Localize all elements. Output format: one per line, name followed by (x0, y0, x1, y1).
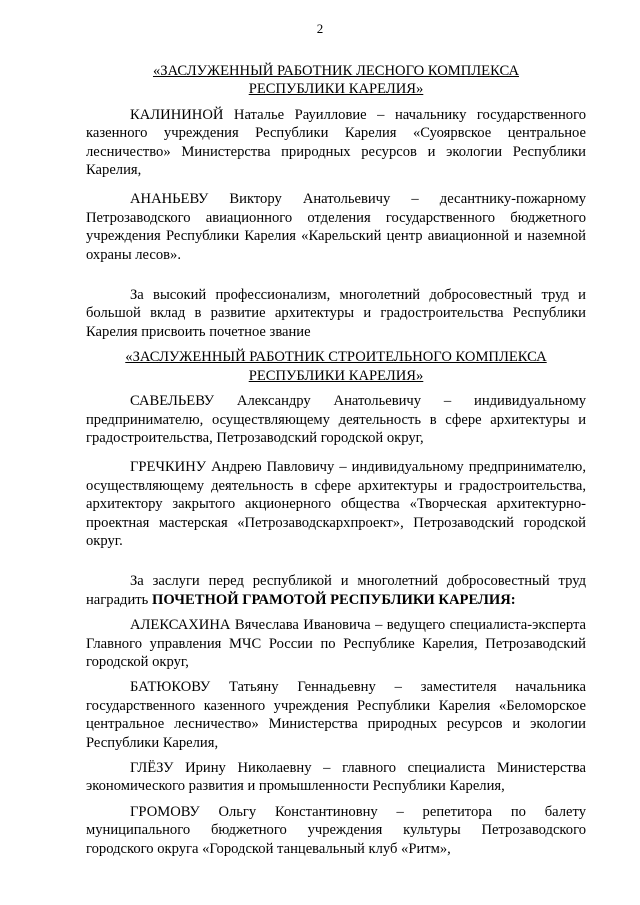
award-entry: ГЛЁЗУ Ирину Николаевну – главного специалиста Министерства экономического развития и промышленности Республики Карелия, (86, 760, 586, 795)
award-entry: ГРОМОВУ Ольгу Константиновну – репетитора по балету муниципального бюджетного учреждения культуры Петрозаводского городского округа «Городской танцевальный клуб «Ритм», (86, 803, 586, 857)
award-entry: БАТЮКОВУ Татьяну Геннадьевну – заместителя начальника государственного казенного учреждения Республики Карелия «Беломорское центральное лесничество» Министерства природных ресурсов и экологии Республики Карелия, (86, 679, 586, 751)
section-title-construction-line1: «ЗАСЛУЖЕННЫЙ РАБОТНИК СТРОИТЕЛЬНОГО КОМПЛЕКСА (125, 349, 547, 366)
certificate-title: ПОЧЕТНОЙ ГРАМОТОЙ РЕСПУБЛИКИ КАРЕЛИЯ: (151, 591, 516, 608)
award-intro-paragraph: За высокий профессионализм, многолетний добросовестный труд и большой вклад в развитие архитектуры и градостроительства Республики Карелия присвоить почетное звание (86, 287, 586, 340)
page-number: 2 (316, 21, 324, 36)
section-title-forestry-line1: «ЗАСЛУЖЕННЫЙ РАБОТНИК ЛЕСНОГО КОМПЛЕКСА (152, 63, 520, 79)
document-body (86, 62, 586, 858)
certificate-intro-text: За заслуги перед республикой и многолетний добросовестный труд наградить (86, 573, 586, 608)
section-title-forestry-line2: РЕСПУБЛИКИ КАРЕЛИЯ» (248, 81, 424, 98)
award-entry: ГРЕЧКИНУ Андрею Павловичу – индивидуальному предпринимателю, осуществляющему деятельность в сфере архитектуры и градостроительства, архитектору закрытого акционерного общества «Творческая архитектурно-проектная мастерская «Петрозаводскархпроект», Петрозаводский городской округ. (86, 459, 586, 549)
award-entry: АНАНЬЕВУ Виктору Анатольевичу – десантнику-пожарному Петрозаводского авиационного отделения государственного бюджетного учреждения Республики Карелия «Карельский центр авиационной и наземной охраны лесов». (86, 191, 586, 263)
section-title-construction-line2: РЕСПУБЛИКИ КАРЕЛИЯ» (248, 367, 424, 384)
award-entry: САВЕЛЬЕВУ Александру Анатольевичу – индивидуальному предпринимателю, осуществляющему деятельность в сфере архитектуры и градостроительства, Петрозаводский городской округ, (86, 393, 586, 446)
award-entry: КАЛИНИНОЙ Наталье Рауилловие – начальнику государственного казенного учреждения Республики Карелия «Суоярвское центральное лесничество» Министерства природных ресурсов и экологии Республики Карелия, (86, 106, 586, 179)
certificate-intro-paragraph (86, 572, 586, 609)
award-entry: АЛЕКСАХИНА Вячеслава Ивановича – ведущего специалиста-эксперта Главного управления МЧС России по Республике Карелия, Петрозаводский городской округ, (86, 617, 586, 670)
